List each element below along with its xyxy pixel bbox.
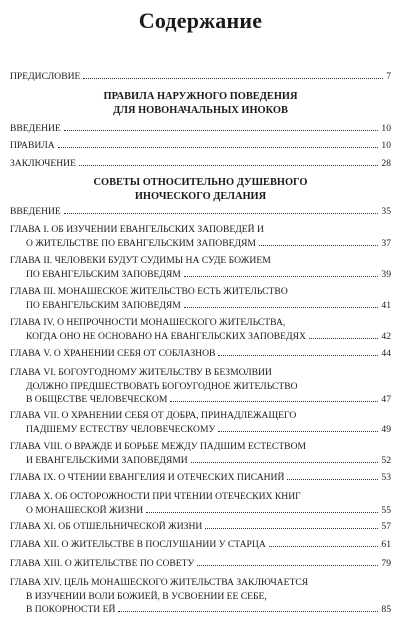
section-heading-line: ПРАВИЛА НАРУЖНОГО ПОВЕДЕНИЯ: [103, 91, 298, 102]
toc-entry-text: ГЛАВА VIII. О ВРАЖДЕ И БОРЬБЕ МЕЖДУ ПАДШИМ ЕСТЕСТВОМ: [10, 441, 307, 452]
toc-entry-text: ГЛАВА II. ЧЕЛОВЕКИ БУДУТ СУДИМЫ НА СУДЕ БОЖИЕМ: [10, 255, 271, 266]
toc-entry[interactable]: [10, 409, 391, 436]
toc-entry[interactable]: [10, 254, 391, 281]
toc-page-number: 57: [381, 521, 391, 532]
toc-entry-text: ГЛАВА VI. БОГОУГОДНОМУ ЖИТЕЛЬСТВУ В БЕЗМОЛВИИ: [10, 367, 272, 378]
toc-entry-text: ГЛАВА IV. О НЕПРОЧНОСТИ МОНАШЕСКОГО ЖИТЕЛЬСТВА,: [10, 317, 286, 328]
toc-entry[interactable]: [10, 316, 391, 343]
toc-entry-text: ДОЛЖНО ПРЕДШЕСТВОВАТЬ БОГОУГОДНОЕ ЖИТЕЛЬСТВО: [26, 380, 298, 392]
toc-entry-text: ГЛАВА VII. О ХРАНЕНИИ СЕБЯ ОТ ДОБРА, ПРИНАДЛЕЖАЩЕГО: [10, 410, 297, 421]
toc-entry[interactable]: [10, 557, 391, 571]
toc-entry-text: ГЛАВА III. МОНАШЕСКОЕ ЖИТЕЛЬСТВО ЕСТЬ ЖИТЕЛЬСТВО: [10, 286, 288, 297]
toc-page-number: 52: [381, 454, 391, 466]
dot-leader: [146, 512, 378, 513]
toc-entry[interactable]: [10, 520, 391, 534]
toc-page-number: 39: [381, 268, 391, 280]
section-heading-line: СОВЕТЫ ОТНОСИТЕЛЬНО ДУШЕВНОГО: [93, 177, 308, 188]
toc-page-number: 35: [381, 206, 391, 217]
toc-entry-text: ГЛАВА IX. О ЧТЕНИИ ЕВАНГЕЛИЯ И ОТЕЧЕСКИХ ПИСАНИЙ: [10, 472, 285, 483]
toc-entry-text: КОГДА ОНО НЕ ОСНОВАНО НА ЕВАНГЕЛЬСКИХ ЗАПОВЕДЯХ: [26, 330, 306, 342]
dot-leader: [83, 78, 383, 79]
section-heading-line: ДЛЯ НОВОНАЧАЛЬНЫХ ИНОКОВ: [113, 105, 288, 116]
toc-page-number: 55: [381, 504, 391, 516]
toc-page-number: 10: [381, 123, 391, 134]
dot-leader: [64, 213, 379, 214]
toc-entry-text: ЗАКЛЮЧЕНИЕ: [10, 158, 76, 169]
toc-page: [10, 0, 391, 621]
dot-leader: [170, 401, 378, 402]
page-title: Содержание: [138, 8, 263, 33]
toc-entry[interactable]: [10, 122, 391, 136]
toc-entry[interactable]: [10, 440, 391, 467]
toc-entry[interactable]: [10, 285, 391, 312]
toc-entry-text: О ЖИТЕЛЬСТВЕ ПО ЕВАНГЕЛЬСКИМ ЗАПОВЕДЯМ: [26, 237, 256, 249]
toc-page-number: 47: [381, 394, 391, 405]
dot-leader: [184, 276, 379, 277]
toc-entry[interactable]: [10, 223, 391, 250]
toc-page-number: 7: [386, 71, 391, 82]
toc-page-number: 49: [381, 423, 391, 435]
toc-entry-text: ПРАВИЛА: [10, 140, 55, 151]
dot-leader: [184, 307, 379, 308]
toc-entry[interactable]: [10, 347, 391, 361]
toc-page-number: 42: [381, 330, 391, 342]
section-heading-line: ИНОЧЕСКОГО ДЕЛАНИЯ: [134, 191, 267, 202]
dot-leader: [269, 546, 379, 547]
dot-leader: [118, 611, 378, 612]
toc-entry[interactable]: [10, 538, 391, 552]
toc-entry[interactable]: [10, 157, 391, 171]
toc-entry-text: ПАДШЕМУ ЕСТЕСТВУ ЧЕЛОВЕЧЕСКОМУ: [26, 423, 216, 435]
toc-entry-text: В ИЗУЧЕНИИ ВОЛИ БОЖИЕЙ, В УСВОЕНИИ ЕЕ СЕБЕ,: [26, 590, 267, 602]
toc-page-number: 41: [381, 299, 391, 311]
toc-entry-preface[interactable]: [10, 70, 391, 84]
dot-leader: [197, 565, 378, 566]
dot-leader: [64, 130, 379, 131]
toc-page-number: 61: [381, 539, 391, 550]
toc-page-number: 10: [381, 140, 391, 151]
toc-entry-text: ГЛАВА XIV. ЦЕЛЬ МОНАШЕСКОГО ЖИТЕЛЬСТВА ЗАКЛЮЧАЕТСЯ: [10, 577, 309, 588]
toc-entry-text: ПО ЕВАНГЕЛЬСКИМ ЗАПОВЕДЯМ: [26, 268, 181, 280]
toc-entry-text: ПО ЕВАНГЕЛЬСКИМ ЗАПОВЕДЯМ: [26, 299, 181, 311]
toc-entry-text: ВВЕДЕНИЕ: [10, 123, 61, 134]
toc-entry-text: О МОНАШЕСКОЙ ЖИЗНИ: [26, 504, 144, 516]
toc-page-number: 79: [381, 558, 391, 569]
toc-entry-text: ГЛАВА I. ОБ ИЗУЧЕНИИ ЕВАНГЕЛЬСКИХ ЗАПОВЕДЕЙ И: [10, 224, 264, 235]
toc-page-number: 85: [381, 604, 391, 615]
toc-entry-text: ВВЕДЕНИЕ: [10, 206, 61, 217]
toc-entry[interactable]: [10, 366, 391, 407]
dot-leader: [205, 528, 378, 529]
dot-leader: [58, 147, 379, 148]
toc-entry-text: ГЛАВА V. О ХРАНЕНИИ СЕБЯ ОТ СОБЛАЗНОВ: [10, 348, 216, 359]
section-heading-2: [10, 176, 391, 204]
dot-leader: [218, 355, 378, 356]
toc-entry-text: ГЛАВА XIII. О ЖИТЕЛЬСТВЕ ПО СОВЕТУ: [10, 558, 195, 569]
toc-entry-text: В ОБЩЕСТВЕ ЧЕЛОВЕЧЕСКОМ: [26, 394, 168, 405]
toc-entry-text: И ЕВАНГЕЛЬСКИМИ ЗАПОВЕДЯМИ: [26, 454, 188, 466]
toc-entry[interactable]: [10, 471, 391, 485]
toc-page-number: 37: [381, 237, 391, 249]
toc-entry[interactable]: [10, 205, 391, 219]
toc-page-number: 53: [381, 472, 391, 483]
dot-leader: [287, 479, 378, 480]
dot-leader: [191, 462, 379, 463]
toc-entry-text: В ПОКОРНОСТИ ЕЙ: [26, 604, 116, 615]
toc-entry-text: ГЛАВА XI. ОБ ОТШЕЛЬНИЧЕСКОЙ ЖИЗНИ: [10, 521, 203, 532]
toc-entry-text: ГЛАВА X. ОБ ОСТОРОЖНОСТИ ПРИ ЧТЕНИИ ОТЕЧЕСКИХ КНИГ: [10, 491, 301, 502]
section-heading-1: [10, 90, 391, 118]
toc-entry-text: ГЛАВА XII. О ЖИТЕЛЬСТВЕ В ПОСЛУШАНИИ У СТАРЦА: [10, 539, 266, 550]
toc-entry[interactable]: [10, 139, 391, 153]
dot-leader: [218, 431, 378, 432]
toc-entry[interactable]: [10, 490, 391, 517]
dot-leader: [79, 165, 378, 166]
dot-leader: [259, 245, 378, 246]
dot-leader: [309, 338, 378, 339]
toc-page-number: 44: [381, 348, 391, 359]
toc-page-number: 28: [381, 158, 391, 169]
toc-entry[interactable]: [10, 576, 391, 617]
toc-entry-text: ПРЕДИСЛОВИЕ: [10, 71, 81, 82]
